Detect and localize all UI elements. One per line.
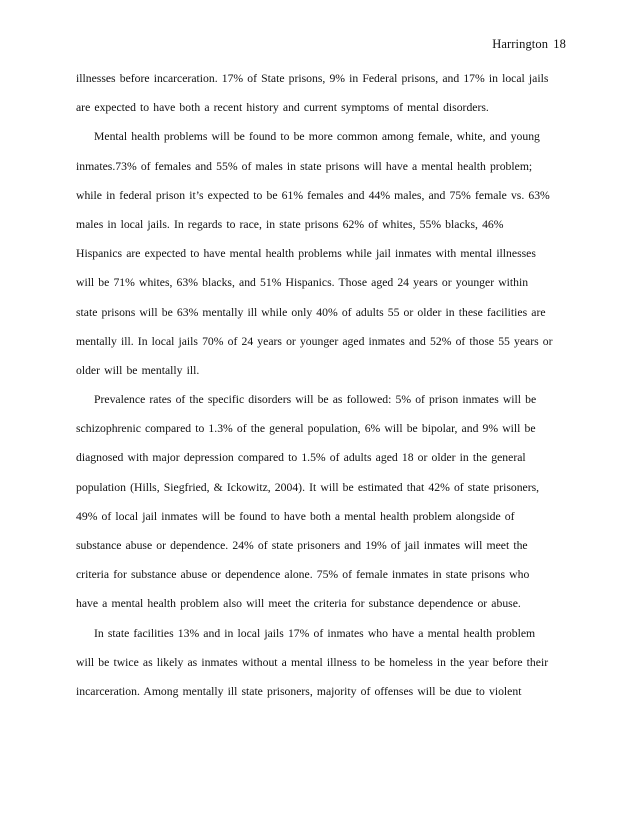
text-line: 49% of local jail inmates will be found to have both a mental health problem alongside of <box>76 509 515 523</box>
text-line: inmates.73% of females and 55% of males in state prisons will have a mental health problem; <box>76 159 533 173</box>
text-line: Hispanics are expected to have mental health problems while jail inmates with mental illnesses <box>76 247 536 261</box>
text-line: illnesses before incarceration. 17% of State prisons, 9% in Federal prisons, and 17% in local jails <box>76 72 549 85</box>
text-line: males in local jails. In regards to race, in state prisons 62% of whites, 55% blacks, 46% <box>76 217 504 231</box>
text-line: state prisons will be 63% mentally ill while only 40% of adults 55 or older in these facilities are <box>76 305 546 319</box>
text-line: will be twice as likely as inmates without a mental illness to be homeless in the year before their <box>76 655 549 669</box>
body-text <box>76 71 566 713</box>
text-line: substance abuse or dependence. 24% of state prisoners and 19% of jail inmates will meet the <box>76 539 528 552</box>
text-line: population (Hills, Siegfried, & Ickowitz, 2004). It will be estimated that 42% of state prisoners, <box>76 480 540 494</box>
text-line: schizophrenic compared to 1.3% of the general population, 6% will be bipolar, and 9% will be <box>76 422 536 436</box>
text-line: Prevalence rates of the specific disorders will be as followed: 5% of prison inmates will be <box>94 393 537 407</box>
running-head: Harrington 18 <box>492 37 566 51</box>
text-line: are expected to have both a recent history and current symptoms of mental disorders. <box>76 101 489 115</box>
text-line: incarceration. Among mentally ill state prisoners, majority of offenses will be due to violent <box>76 684 522 698</box>
text-line: criteria for substance abuse or dependence alone. 75% of female inmates in state prisons who <box>76 568 530 582</box>
text-line: Mental health problems will be found to be more common among female, white, and young <box>94 130 540 144</box>
text-line: have a mental health problem also will meet the criteria for substance dependence or abuse. <box>76 597 521 611</box>
text-line: diagnosed with major depression compared to 1.5% of adults aged 18 or older in the general <box>76 451 526 465</box>
text-line: In state facilities 13% and in local jails 17% of inmates who have a mental health problem <box>94 626 536 640</box>
text-line: will be 71% whites, 63% blacks, and 51% Hispanics. Those aged 24 years or younger within <box>76 276 529 290</box>
text-line: mentally ill. In local jails 70% of 24 years or younger aged inmates and 52% of those 55 years or <box>76 334 553 348</box>
text-line: older will be mentally ill. <box>76 363 200 377</box>
text-line: while in federal prison it’s expected to be 61% females and 44% males, and 75% female vs. 63% <box>76 188 550 202</box>
